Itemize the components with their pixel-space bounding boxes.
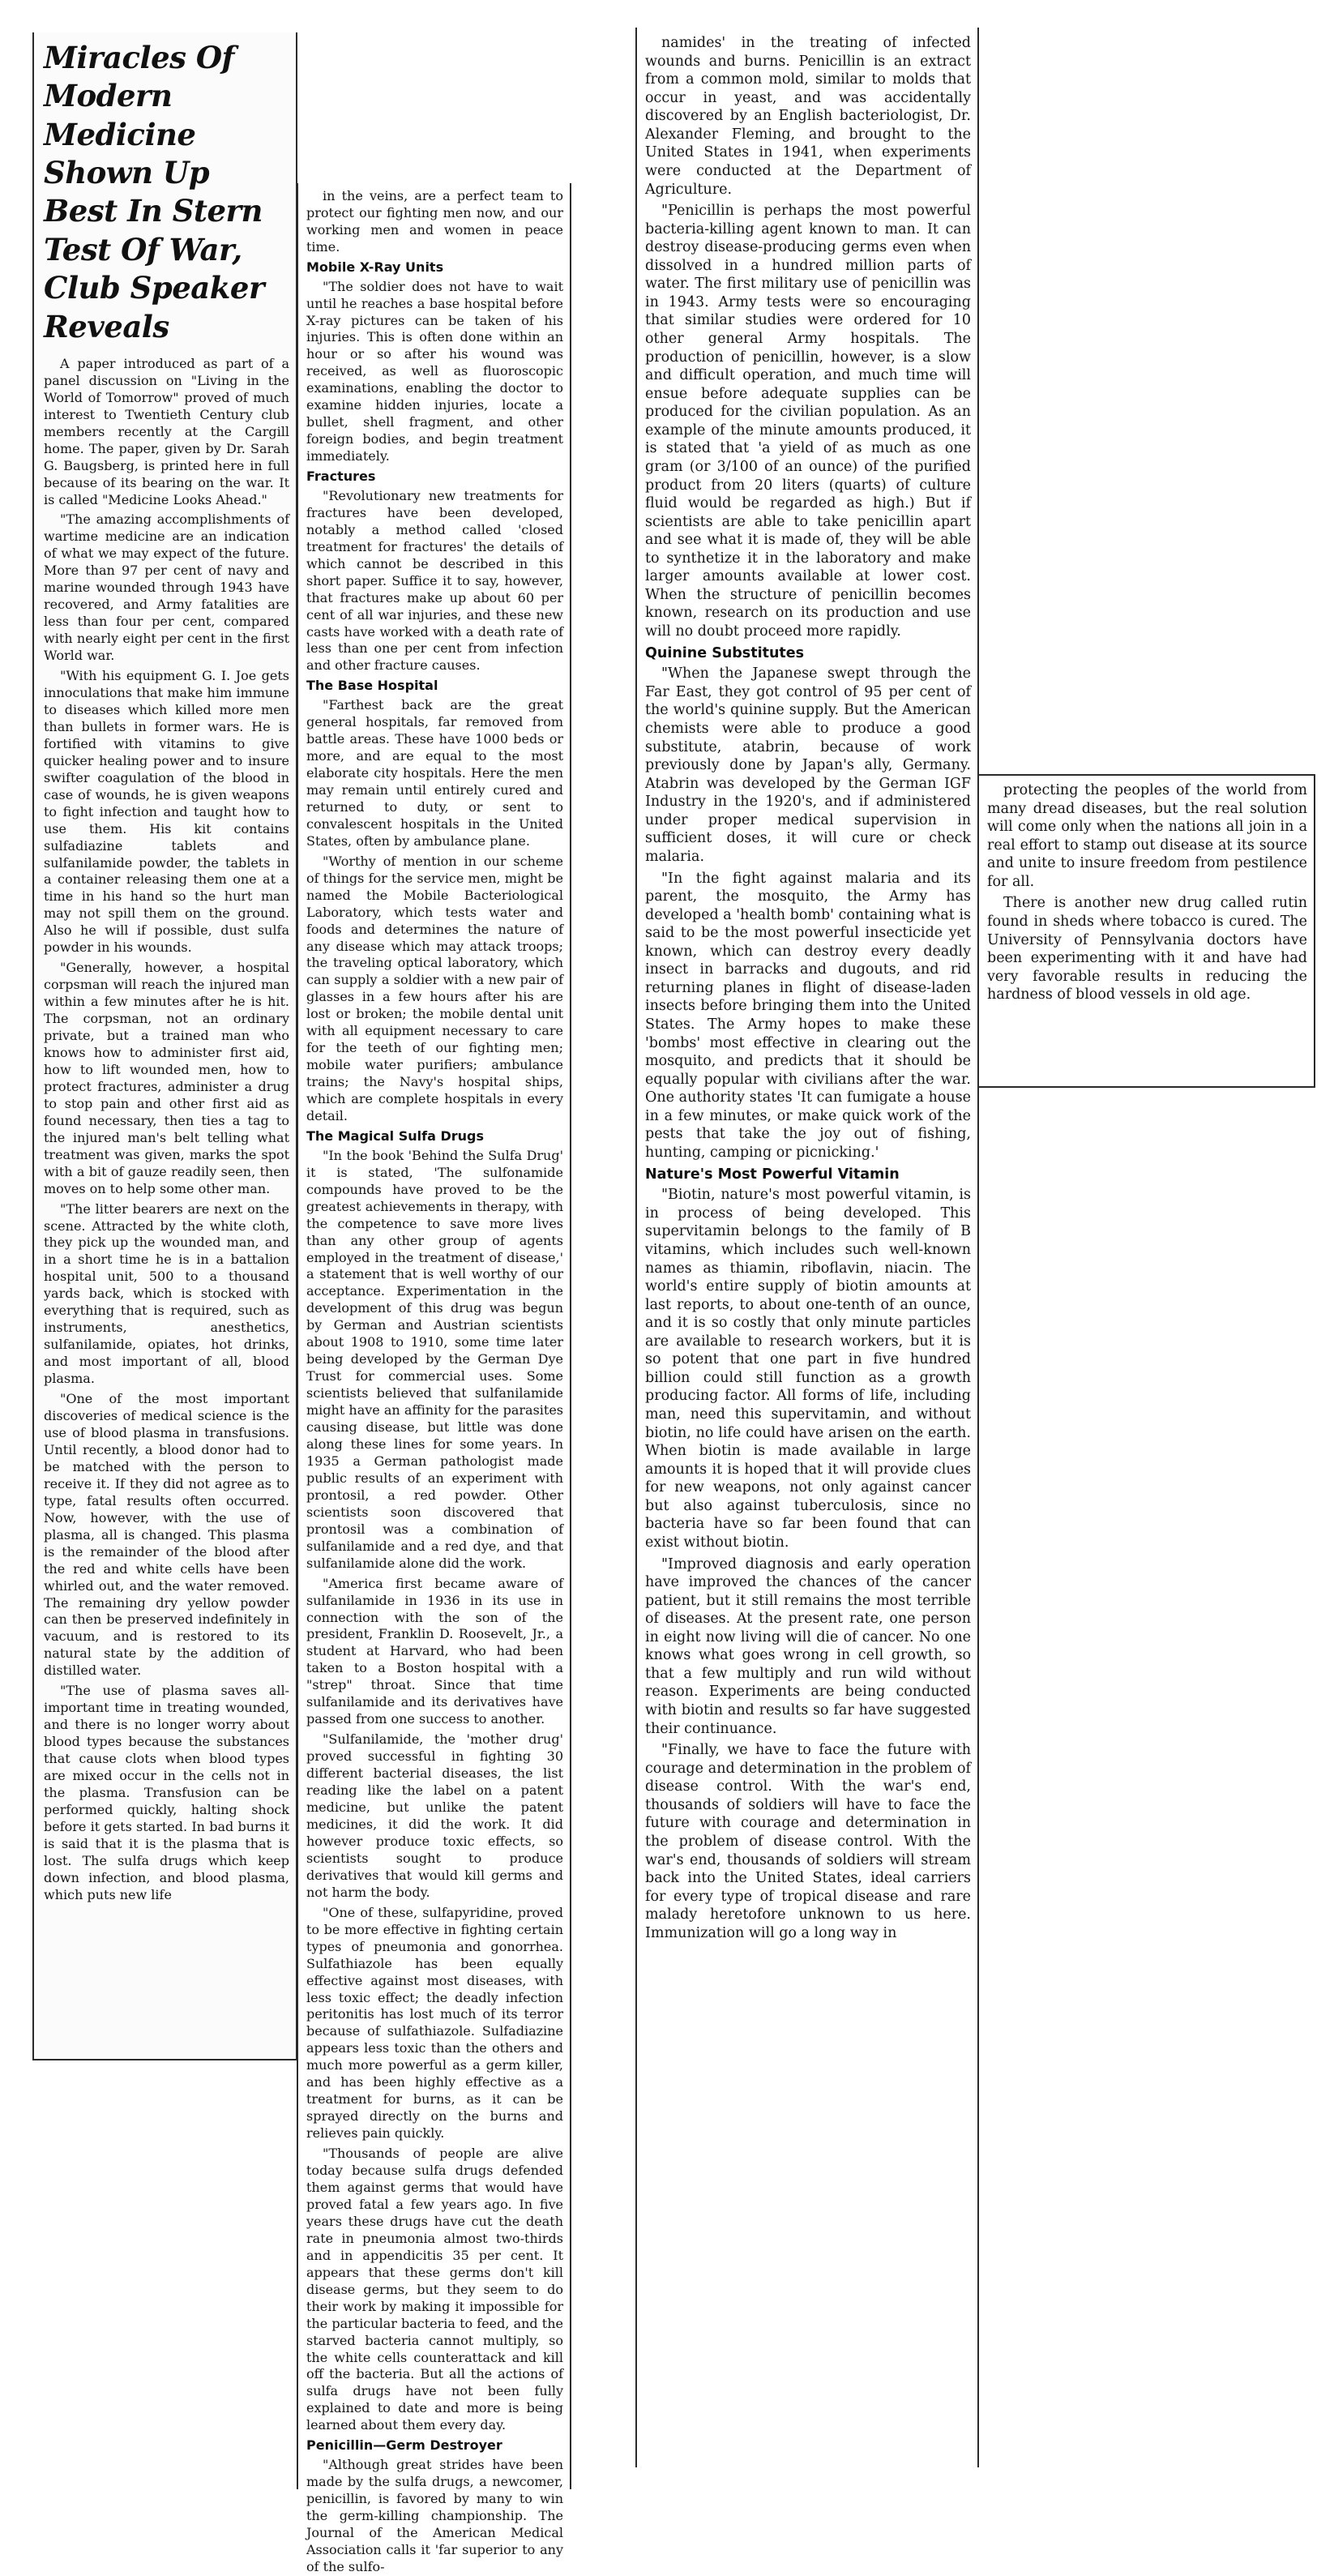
subheading: Mobile X-Ray Units	[306, 259, 444, 275]
paragraph: "Revolutionary new treatments for fractures have been developed, notably a method called 'closed treatment for fractures' the details of which cannot be described in this short paper. Suffice it to say, however, that fractures make up about 60 per cent of all war injuries, and these new casts have worked with a death rate of less than one per cent from infection and other fracture causes.	[306, 487, 563, 674]
paragraph: "Finally, we have to face the future with courage and determination in the problem of disease control. With the war's end, thousands of soldiers will have to face the future with courage and determination in the problem of disease control. With the war's end, thousands of soldiers will stream back into the United States, ideal carriers for every type of tropical disease and rare malady heretofore unknown to us here. Immunization will go a long way in	[645, 1742, 971, 1941]
paragraph: "The soldier does not have to wait until he reaches a base hospital before X-ray pictures can be taken of his injuries. This is often done within an hour or so after his wound was received, as well as fluoroscopic examinations, enabling the doctor to examine hidden injuries, locate a bullet, shell fragment, and other foreign bodies, and begin treatment immediately.	[306, 278, 563, 464]
column-2-clipping	[298, 183, 570, 2574]
column-3-text	[645, 34, 971, 1942]
subheading: Penicillin—Germ Destroyer	[306, 2437, 502, 2454]
paragraph: "Sulfanilamide, the 'mother drug' proved successful in fighting 30 different bacterial diseases, the list reading like the label on a patent medicine, but unlike the patent medicines, it did the work. It did however produce toxic effects, so scientists sought to produce derivatives that would kill germs and not harm the body.	[306, 1731, 563, 1900]
paragraph: "One of the most important discoveries of medical science is the use of blood plasma in transfusions. Until recently, a blood donor had to be matched with the person to receive it. If they did not agree as to type, fatal results often occurred. Now, however, with the use of plasma, all is changed. This plasma is the remainder of the blood after the red and white cells have been whirled out, and the water removed. The remaining dry yellow powder can then be preserved indefinitely in vacuum, and is restored to its natural state by the addition of distilled water.	[44, 1391, 289, 1679]
column-3-clipping	[637, 28, 977, 2467]
column-1-clipping	[32, 32, 296, 2059]
paragraph: "Biotin, nature's most powerful vitamin, is in process of being developed. This supervitamin belongs to the family of B vitamins, which includes such well-known names as thiamin, riboflavin, niacin. The world's entire supply of biotin amounts at last reports, to about one-tenth of an ounce, and it is so costly that only minute particles are available to research workers, but it is so potent that one part in five hundred billion could still function as a growth producing factor. All forms of life, including man, need this supervitamin, and without biotin, no life could have arisen on the earth. When biotin is made available in large amounts it is hoped that it will provide clues for new weapons, not only against cancer but also against tuberculosis, since no bacteria have so far been found that can exist without biotin.	[645, 1187, 971, 1551]
paragraph: "The use of plasma saves all-important time in treating wounded, and there is no longer worry about blood types because the substances that cause clots when blood types are mixed occur in the cells not in the plasma. Transfusion can be performed quickly, halting shock before it gets started. In bad burns it is said that it is the plasma that is lost. The sulfa drugs which keep down infection, and blood plasma, which puts new life	[44, 1683, 289, 1902]
clipping-edge	[297, 183, 298, 2489]
subheading: Nature's Most Powerful Vitamin	[645, 1166, 900, 1183]
paragraph: in the veins, are a perfect team to protect our fighting men now, and our working men and women in peace time.	[306, 188, 563, 255]
paragraph: "In the fight against malaria and its parent, the mosquito, the Army has developed a 'health bomb' containing what is said to be the most powerful insecticide yet known, which can destroy every deadly insect in barracks and dugouts, and rid returning planes in flight of disease-laden insects before bringing them into the United States. The Army hopes to make these 'bombs' most effective in clearing out the mosquito, and predicts that it should be equally popular with civilians after the war. One authority states 'It can fumigate a house in a few minutes, or make quick work of the pests that take the joy out of fishing, hunting, camping or picnicking.'	[645, 870, 971, 1161]
clipping-edge	[979, 1086, 1315, 1088]
paragraph: A paper introduced as part of a panel discussion on "Living in the World of Tomorrow" proved of much interest to Twentieth Century club members recently at the Cargill home. The paper, given by Dr. Sarah G. Baugsberg, is printed here in full because of its bearing on the war. It is called "Medicine Looks Ahead."	[44, 355, 289, 507]
paragraph: "Penicillin is perhaps the most powerful bacteria-killing agent known to man. It can destroy disease-producing germs even when dissolved in a hundred million parts of water. The first military use of penicillin was in 1943. Army tests were so encouraging that similar studies were ordered for 10 other general Army hospitals. The production of penicillin, however, is a slow and difficult operation, and much time will ensue before adequate supplies can be produced for the civilian population. As an example of the minute amounts produced, it is stated that 'a yield of as much as one gram (or 3/100 of an ounce) of the purified product from 20 liters (quarts) of culture fluid would be regarded as high.) But if scientists are able to take penicillin apart and see what it is made of, they will be able to synthetize it in the laboratory and make larger amounts available at lower cost. When the structure of penicillin becomes known, research on its production and use will no doubt proceed more rapidly.	[645, 203, 971, 640]
paragraph: namides' in the treating of infected wounds and burns. Penicillin is an extract from a common mold, similar to molds that occur in yeast, and was accidentally discovered by an English bacteriologist, Dr. Alexander Fleming, and brought to the United States in 1941, when experiments were conducted at the Department of Agriculture.	[645, 35, 971, 198]
clipping-edge	[32, 32, 34, 2059]
paragraph: "One of these, sulfapyridine, proved to be more effective in fighting certain types of pneumonia and gonorrhea. Sulfathiazole has been equally effective against most diseases, with less toxic effect; the deadly infection peritonitis has lost much of its terror because of sulfathiazole. Sulfadiazine appears less toxic than the others and much more powerful as a germ killer, and has been highly effective as a treatment for burns, as it can be sprayed directly on the burns and relieves pain quickly.	[306, 1904, 563, 2142]
column-4-clipping	[979, 775, 1315, 1087]
paragraph: "Worthy of mention in our scheme of things for the service men, might be named the Mobile Bacteriological Laboratory, which tests water and foods and determines the nature of any disease which may attack troops; the traveling optical laboratory, which can supply a soldier with a new pair of glasses in a few hours after his are lost or broken; the mobile dental unit with all equipment necessary to care for the teeth of our fighting men; mobile water purifiers; ambulance trains; the Navy's hospital ships, which are complete hospitals in every detail.	[306, 853, 563, 1124]
paragraph: There is another new drug called rutin found in sheds where tobacco is cured. The University of Pennsylvania doctors have been experimenting with it and have had very favorable results in reducing the hardness of blood vessels in old age.	[987, 895, 1307, 1003]
clipping-edge	[1314, 774, 1315, 1088]
paragraph: "With his equipment G. I. Joe gets innoculations that make him immune to diseases which killed more men than bullets in former wars. He is fortified with vitamins to give quicker healing power and to insure swifter coagulation of the blood in case of wounds, he is given weapons to fight infection and taught how to use them. His kit contains sulfadiazine tablets and sulfanilamide powder, the tablets in a container releasing them one at a time in his hand so the hurt man may not spill them on the ground. Also he will if possible, dust sulfa powder in his wounds.	[44, 668, 289, 956]
headline: Miracles Of Modern Medicine Shown Up Best In Stern Test Of War, Club Speaker Reveals	[44, 40, 264, 344]
subheading: The Base Hospital	[306, 678, 438, 694]
subheading: The Magical Sulfa Drugs	[306, 1128, 484, 1144]
paragraph: "When the Japanese swept through the Far East, they got control of 95 per cent of the world's quinine supply. But the American chemists were able to produce a good substitute, atabrin, because of work previously done by Japan's ally, Germany. Atabrin was developed by the German IGF Industry in the 1920's, and if administered under proper medical supervision in sufficient doses, it will cure or check malaria.	[645, 665, 971, 865]
clipping-edge	[979, 774, 1315, 776]
column-2-text	[306, 188, 563, 2576]
subheading: Fractures	[306, 469, 376, 485]
column-1-text	[44, 356, 289, 1904]
paragraph: "Generally, however, a hospital corpsman will reach the injured man within a few minutes after he is hit. The corpsman, not an ordinary private, but a trained man who knows how to administer first aid, how to lift wounded men, how to protect fractures, administer a drug to stop pain and other first aid as found necessary, then ties a tag to the injured man's belt telling what treatment was given, marks the spot with a bit of gauze readily seen, then moves on to help some other man.	[44, 960, 289, 1196]
paragraph: "Thousands of people are alive today because sulfa drugs defended them against germs that would have proved fatal a few years ago. In five years these drugs have cut the death rate in pneumonia almost two-thirds and in appendicitis 35 per cent. It appears that these germs don't kill disease germs, but they seem to do their work by making it impossible for the particular bacteria to feed, and the starved bacteria cannot multiply, so the white cells counterattack and kill off the bacteria. But all the actions of sulfa drugs have not been fully explained to date and more is being learned about them every day.	[306, 2146, 563, 2433]
paragraph: "Improved diagnosis and early operation have improved the chances of the cancer patient, but it still remains the most terrible of diseases. At the present rate, one person in eight now living will die of cancer. No one knows what goes wrong in cell growth, so that a few multiply and run wild without reason. Experiments are being conducted with biotin and results so far have suggested their continuance.	[645, 1555, 971, 1737]
paragraph: "America first became aware of sulfanilamide in 1936 in its use in connection with the son of the president, Franklin D. Roosevelt, Jr., a student at Harvard, who had been taken to a Boston hospital with a "strep" throat. Since that time sulfanilamide and its derivatives have passed from one success to another.	[306, 1575, 563, 1727]
paragraph: "Although great strides have been made by the sulfa drugs, a newcomer, penicillin, is favored by many to win the germ-killing championship. The Journal of the American Medical Association calls it 'far superior to any of the sulfo-	[306, 2457, 563, 2574]
paragraph: "The litter bearers are next on the scene. Attracted by the white cloth, they pick up the wounded man, and in a short time he is in a battalion hospital unit, 500 to a thousand yards back, which is stocked with everything that is required, such as instruments, anesthetics, sulfanilamide, opiates, hot drinks, and most important of all, blood plasma.	[44, 1200, 289, 1387]
paragraph: protecting the peoples of the world from many dread diseases, but the real solution will come only when the nations all join in a real effort to stamp out disease at its source and unite to insure freedom from pestilence for all.	[987, 782, 1307, 890]
subheading: Quinine Substitutes	[645, 644, 805, 661]
clipping-edge	[570, 183, 571, 2489]
clipping-edge	[635, 28, 637, 2467]
column-4-text	[987, 781, 1307, 1004]
paragraph: "Farthest back are the great general hospitals, far removed from battle areas. These have 1000 beds or more, and are equal to the most elaborate city hospitals. Here the men may remain until entirely cured and returned to duty, or sent to convalescent hospitals in the United States, often by ambulance plane.	[306, 697, 563, 849]
paragraph: "In the book 'Behind the Sulfa Drug' it is stated, 'The sulfonamide compounds have proved to be the greatest achievements in therapy, with the competence to save more lives than any other group of agents employed in the treatment of disease,' a statement that is well worthy of our acceptance. Experimentation in the development of this drug was begun by German and Austrian scientists about 1908 to 1910, some time later being developed by the German Dye Trust for commercial uses. Some scientists believed that sulfanilamide might have an affinity for the parasites causing disease, but little was done along these lines for some years. In 1935 a German pathologist made public results of an experiment with prontosil, a red powder. Other scientists soon discovered that prontosil was a combination of sulfanilamide and a red dye, and that sulfanilamide alone did the work.	[306, 1147, 563, 1571]
clipping-edge	[977, 28, 979, 2467]
paragraph: "The amazing accomplishments of wartime medicine are an indication of what we may expect of the future. More than 97 per cent of navy and marine wounded through 1943 have recovered, and Army fatalities are less than four per cent, compared with nearly eight per cent in the first World war.	[44, 511, 289, 664]
clipping-edge	[32, 2059, 297, 2060]
